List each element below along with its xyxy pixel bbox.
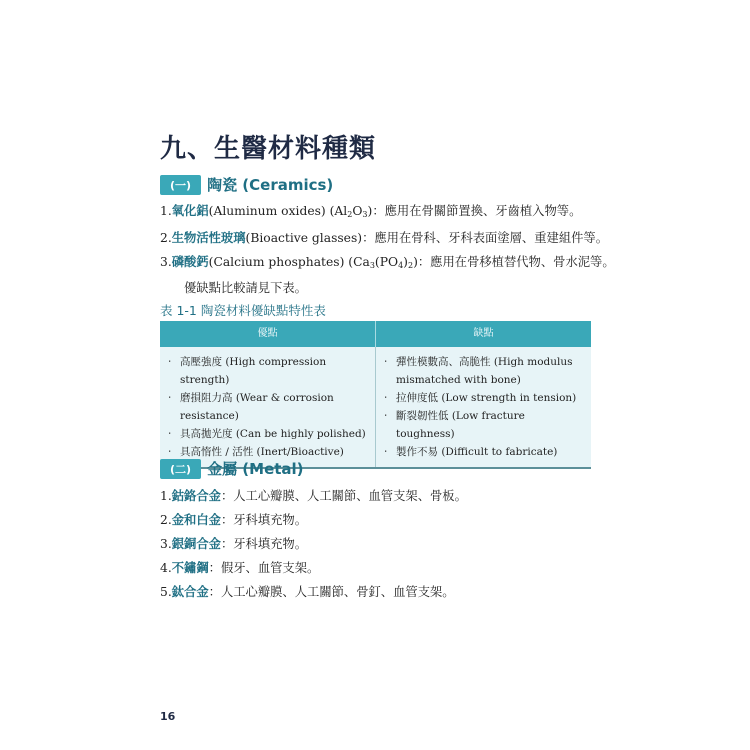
table-caption: 表 1-1 陶瓷材料優缺點特性表 bbox=[160, 303, 326, 318]
cons-text: 製作不易 (Difficult to fabricate) bbox=[396, 446, 558, 458]
list-item bbox=[160, 199, 600, 226]
bullet: ‧ bbox=[384, 392, 388, 404]
bullet: ‧ bbox=[384, 410, 388, 422]
section-title: 陶瓷 (Ceramics) bbox=[207, 176, 334, 194]
list-item bbox=[160, 556, 600, 580]
pros-text: 具高拋光度 (Can be highly polished) bbox=[180, 428, 366, 440]
subscript: 2 bbox=[407, 261, 414, 270]
item-number: 5. bbox=[160, 585, 172, 599]
item-number: 1. bbox=[160, 489, 172, 503]
item-term: 鈷鉻合金 bbox=[171, 488, 221, 503]
list-item bbox=[160, 532, 600, 556]
item-term: 不鏽鋼 bbox=[171, 560, 209, 575]
column-header-cons: 缺點 bbox=[376, 321, 592, 347]
list-item bbox=[384, 389, 585, 407]
bullet: ‧ bbox=[168, 392, 172, 404]
section-tag: (一) bbox=[160, 175, 201, 195]
item-desc: ) bbox=[403, 255, 408, 269]
bullet: ‧ bbox=[384, 356, 388, 368]
item-term: 氧化鋁 bbox=[171, 203, 209, 218]
item-desc: ：人工心瓣膜、人工關節、骨釘、血管支架。 bbox=[208, 585, 455, 599]
list-item bbox=[384, 443, 585, 461]
item-number: 1. bbox=[160, 204, 172, 218]
cons-text: 彈性模數高、高脆性 (High modulus mismatched with bone) bbox=[396, 356, 573, 386]
bullet: ‧ bbox=[168, 446, 172, 458]
subscript: 2 bbox=[347, 210, 353, 219]
list-item bbox=[384, 353, 585, 389]
item-term: 磷酸鈣 bbox=[171, 254, 209, 269]
pros-text: 具高惰性 / 活性 (Inert/Bioactive) bbox=[180, 446, 344, 458]
subscript: 4 bbox=[398, 261, 404, 270]
item-desc: ：牙科填充物。 bbox=[220, 537, 308, 551]
list-item bbox=[384, 407, 585, 443]
list-item bbox=[160, 508, 600, 532]
ceramics-list bbox=[160, 199, 615, 300]
subscript: 3 bbox=[362, 210, 368, 219]
list-item bbox=[160, 226, 609, 250]
item-term: 金和白金 bbox=[171, 512, 221, 527]
item-term: 銀銅合金 bbox=[171, 536, 221, 551]
item-desc: O bbox=[352, 204, 363, 218]
pros-cell bbox=[160, 347, 376, 468]
item-desc: ：牙科填充物。 bbox=[220, 513, 308, 527]
section-metal-header bbox=[160, 458, 304, 479]
item-desc: (Calcium phosphates) (Ca bbox=[208, 255, 370, 269]
item-number: 4. bbox=[160, 561, 172, 575]
item-desc: (PO bbox=[374, 255, 399, 269]
item-term: 鈦合金 bbox=[171, 584, 209, 599]
bullet: ‧ bbox=[168, 428, 172, 440]
metal-list bbox=[160, 484, 600, 604]
table-row bbox=[160, 347, 591, 468]
item-number: 2. bbox=[160, 231, 172, 245]
page-title: 九、生醫材料種類 bbox=[160, 134, 377, 164]
list-item bbox=[160, 250, 615, 277]
column-header-pros: 優點 bbox=[160, 321, 376, 347]
list-item bbox=[160, 580, 600, 604]
item-number: 3. bbox=[160, 537, 172, 551]
page-number: 16 bbox=[160, 710, 176, 723]
ceramics-pros-cons-table bbox=[160, 321, 591, 469]
item-desc: (Bioactive glasses)：應用在骨科、牙科表面塗層、重建組件等。 bbox=[245, 231, 609, 245]
item-desc: )：應用在骨移植替代物、骨水泥等。 bbox=[413, 255, 615, 269]
list-item bbox=[160, 484, 600, 508]
item-number: 2. bbox=[160, 513, 172, 527]
item-desc: ：假牙、血管支架。 bbox=[208, 561, 320, 575]
item-desc: )：應用在骨關節置換、牙齒植入物等。 bbox=[367, 204, 582, 218]
section-ceramics-header bbox=[160, 174, 333, 195]
cons-text: 拉伸度低 (Low strength in tension) bbox=[396, 392, 577, 404]
bullet: ‧ bbox=[168, 356, 172, 368]
list-item bbox=[168, 389, 369, 425]
section-title: 金屬 (Metal) bbox=[207, 460, 304, 478]
item-desc: (Aluminum oxides) (Al bbox=[208, 204, 348, 218]
table-reference-note: 優缺點比較請見下表。 bbox=[184, 281, 307, 295]
item-term: 生物活性玻璃 bbox=[171, 230, 246, 245]
list-item bbox=[168, 425, 369, 443]
item-number: 3. bbox=[160, 255, 172, 269]
item-desc: ：人工心瓣膜、人工關節、血管支架、骨板。 bbox=[220, 489, 467, 503]
list-item bbox=[168, 353, 369, 389]
cons-text: 斷裂韌性低 (Low fracture toughness) bbox=[396, 410, 525, 440]
cons-cell bbox=[376, 347, 592, 468]
pros-text: 磨損阻力高 (Wear & corrosion resistance) bbox=[180, 392, 334, 422]
subscript: 3 bbox=[369, 261, 375, 270]
section-tag: (二) bbox=[160, 459, 201, 479]
bullet: ‧ bbox=[384, 446, 388, 458]
pros-text: 高壓強度 (High compression strength) bbox=[180, 356, 327, 386]
